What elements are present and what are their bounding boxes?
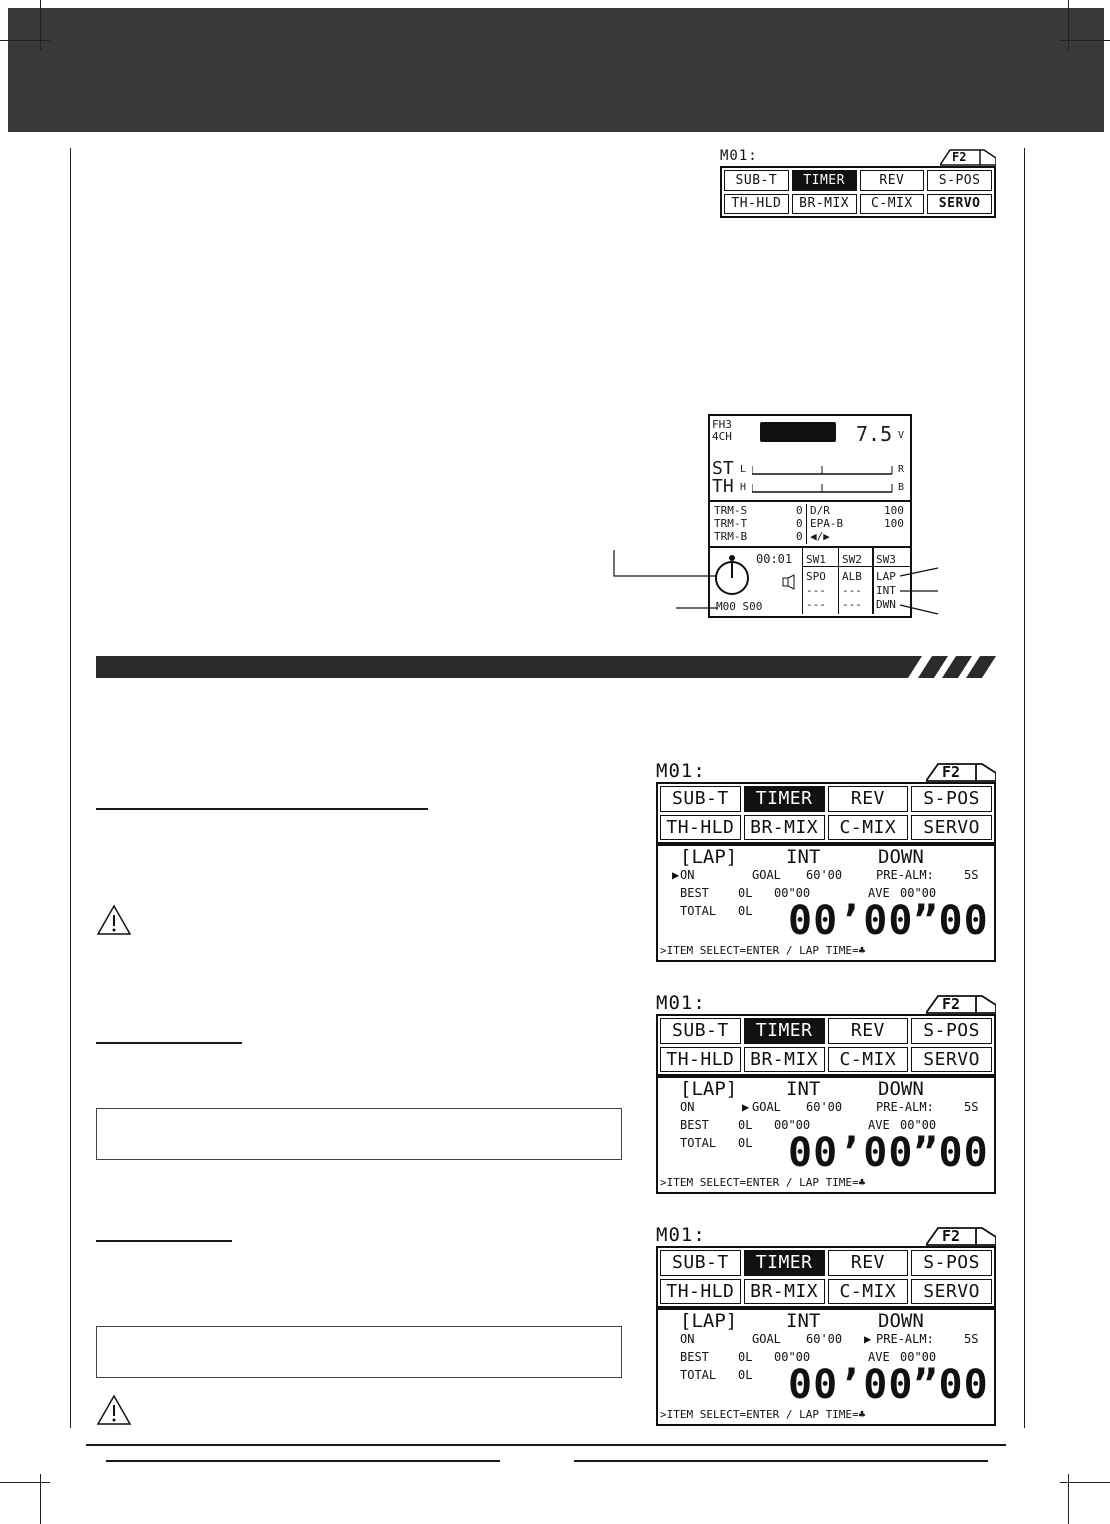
- th-label: TH: [712, 476, 734, 497]
- total-label: TOTAL: [680, 1136, 717, 1150]
- best-time: 00"00: [774, 1118, 811, 1132]
- ave-time: 00"00: [900, 886, 937, 900]
- menu-timer[interactable]: TIMER: [744, 1018, 825, 1044]
- on-value[interactable]: ON: [680, 1100, 695, 1114]
- menu-rev[interactable]: REV: [860, 170, 925, 191]
- ave-time: 00"00: [900, 1118, 937, 1132]
- menu-timer[interactable]: TIMER: [744, 1250, 825, 1276]
- sw3-r3: DWN: [876, 598, 896, 611]
- timer-panel: [656, 1308, 996, 1426]
- trim-s-value: 0: [796, 504, 803, 517]
- trim-t-label: TRM-T: [714, 517, 748, 530]
- heading-underline: [96, 808, 428, 810]
- pre-alarm-value[interactable]: 5S: [964, 1100, 979, 1114]
- sw2-r2: ---: [842, 584, 862, 597]
- crop-mark: [1060, 40, 1110, 41]
- menu-th-hld[interactable]: TH-HLD: [660, 1047, 741, 1073]
- voltage-value: 7.5: [856, 422, 893, 446]
- f2-tab-label: F2: [942, 763, 961, 781]
- arrows-label: ◀/▶: [810, 530, 830, 543]
- epa-value: 100: [884, 517, 904, 530]
- menu-br-mix[interactable]: BR-MIX: [792, 194, 857, 215]
- total-laps: 0L: [738, 1368, 753, 1382]
- timer-panel: [656, 844, 996, 962]
- menu-th-hld[interactable]: TH-HLD: [724, 194, 789, 215]
- lap-tab[interactable]: [LAP]: [680, 1078, 738, 1100]
- int-tab[interactable]: INT: [786, 1078, 821, 1100]
- menu-s-pos[interactable]: S-POS: [911, 786, 992, 812]
- divider: [710, 546, 910, 548]
- timer-screen-2: [656, 992, 996, 1198]
- pre-alarm-label: PRE-ALM:: [876, 1332, 934, 1346]
- timer-panel: [656, 1076, 996, 1194]
- st-l: L: [740, 464, 747, 475]
- menu-rev[interactable]: REV: [828, 1250, 909, 1276]
- sw2-r1: ALB: [842, 570, 862, 583]
- on-value[interactable]: ON: [680, 868, 695, 882]
- dr-label: D/R: [810, 504, 830, 517]
- footer-rule: [86, 1444, 1006, 1446]
- down-tab[interactable]: DOWN: [878, 846, 924, 868]
- sw2-r3: ---: [842, 598, 862, 611]
- goal-value[interactable]: 60'00: [806, 1100, 843, 1114]
- sw3-r1: LAP: [876, 570, 896, 583]
- f2-tab-label: F2: [942, 1227, 961, 1245]
- menu-c-mix[interactable]: C-MIX: [828, 815, 909, 841]
- best-laps: 0L: [738, 1118, 753, 1132]
- menu-s-pos[interactable]: S-POS: [911, 1018, 992, 1044]
- menu-br-mix[interactable]: BR-MIX: [744, 815, 825, 841]
- menu-grid: [720, 166, 996, 218]
- pre-alarm-label: PRE-ALM:: [876, 1100, 934, 1114]
- int-tab[interactable]: INT: [786, 1310, 821, 1332]
- pre-alarm-value[interactable]: 5S: [964, 1332, 979, 1346]
- menu-grid: [656, 782, 996, 844]
- menu-timer[interactable]: TIMER: [792, 170, 857, 191]
- heading-underline: [96, 1042, 242, 1044]
- menu-th-hld[interactable]: TH-HLD: [660, 815, 741, 841]
- down-tab[interactable]: DOWN: [878, 1078, 924, 1100]
- ave-time: 00"00: [900, 1350, 937, 1364]
- sw1-r1: SPO: [806, 570, 826, 583]
- total-laps: 0L: [738, 904, 753, 918]
- crop-mark: [1060, 1482, 1110, 1483]
- sw1-header: SW1: [806, 553, 826, 566]
- f2-tab-label: F2: [942, 995, 961, 1013]
- total-laps: 0L: [738, 1136, 753, 1150]
- mode-bottom: 4CH: [712, 430, 732, 443]
- voltage-unit: V: [898, 430, 905, 441]
- ave-label: AVE: [868, 1118, 890, 1132]
- footer-hint: >ITEM SELECT=ENTER / LAP TIME=♣: [660, 1176, 866, 1189]
- callout-lines: [600, 550, 950, 620]
- model-label: M01:: [720, 148, 758, 164]
- st-label: ST: [712, 458, 734, 479]
- menu-c-mix[interactable]: C-MIX: [860, 194, 925, 215]
- trim-bars: [752, 462, 894, 498]
- menu-servo[interactable]: SERVO: [911, 815, 992, 841]
- menu-c-mix[interactable]: C-MIX: [828, 1279, 909, 1305]
- st-r: R: [898, 464, 905, 475]
- best-label: BEST: [680, 886, 709, 900]
- menu-grid: [656, 1246, 996, 1308]
- sw1-r3: ---: [806, 598, 826, 611]
- menu-rev[interactable]: REV: [828, 786, 909, 812]
- f2-tab-icon: [926, 994, 996, 1014]
- goal-value[interactable]: 60'00: [806, 868, 843, 882]
- left-margin-rule: [70, 148, 71, 1428]
- model-label: M01:: [656, 992, 706, 1014]
- menu-screen-small: [720, 148, 996, 216]
- menu-s-pos[interactable]: S-POS: [911, 1250, 992, 1276]
- header-band: [8, 8, 1104, 132]
- f2-tab-icon: [926, 1226, 996, 1246]
- menu-br-mix[interactable]: BR-MIX: [744, 1279, 825, 1305]
- battery-icon: [760, 422, 836, 442]
- sw3-header: SW3: [876, 553, 896, 566]
- ave-label: AVE: [868, 886, 890, 900]
- menu-c-mix[interactable]: C-MIX: [828, 1047, 909, 1073]
- best-label: BEST: [680, 1350, 709, 1364]
- footer-hint: >ITEM SELECT=ENTER / LAP TIME=♣: [660, 1408, 866, 1421]
- best-time: 00"00: [774, 1350, 811, 1364]
- section-bar: [96, 656, 996, 678]
- cursor-arrow-icon: ▶: [672, 868, 680, 882]
- int-tab[interactable]: INT: [786, 846, 821, 868]
- f2-tab-icon: [940, 148, 996, 166]
- ave-label: AVE: [868, 1350, 890, 1364]
- note-box: [96, 1326, 622, 1378]
- footer-hint: >ITEM SELECT=ENTER / LAP TIME=♣: [660, 944, 866, 957]
- menu-br-mix[interactable]: BR-MIX: [744, 1047, 825, 1073]
- right-margin-rule: [1024, 148, 1025, 1428]
- model-label: M01:: [656, 1224, 706, 1246]
- trim-t-value: 0: [796, 517, 803, 530]
- warning-triangle-icon: [96, 1394, 132, 1426]
- pre-alarm-label: PRE-ALM:: [876, 868, 934, 882]
- menu-s-pos[interactable]: S-POS: [927, 170, 992, 191]
- menu-servo[interactable]: SERVO: [911, 1047, 992, 1073]
- crop-mark: [0, 40, 50, 41]
- best-laps: 0L: [738, 1350, 753, 1364]
- sw1-r2: ---: [806, 584, 826, 597]
- sw2-header: SW2: [842, 553, 862, 566]
- menu-sub-t[interactable]: SUB-T: [660, 1018, 741, 1044]
- trim-b-value: 0: [796, 530, 803, 543]
- divider: [806, 504, 807, 544]
- sw3-r2: INT: [876, 584, 896, 597]
- total-label: TOTAL: [680, 904, 717, 918]
- lap-tab[interactable]: [LAP]: [680, 1310, 738, 1332]
- footer-rule-right: [574, 1460, 988, 1462]
- goal-label: GOAL: [752, 1100, 781, 1114]
- menu-sub-t[interactable]: SUB-T: [724, 170, 789, 191]
- menu-grid: [656, 1014, 996, 1076]
- menu-rev[interactable]: REV: [828, 1018, 909, 1044]
- th-b: B: [898, 482, 905, 493]
- big-time: 00’00”00: [788, 898, 989, 944]
- menu-servo[interactable]: SERVO: [927, 194, 992, 215]
- epa-label: EPA-B: [810, 517, 844, 530]
- big-time: 00’00”00: [788, 1130, 989, 1176]
- home-timer: 00:01: [756, 552, 793, 566]
- on-value[interactable]: ON: [680, 1332, 695, 1346]
- pre-alarm-value[interactable]: 5S: [964, 868, 979, 882]
- heading-underline: [96, 1240, 232, 1242]
- menu-th-hld[interactable]: TH-HLD: [660, 1279, 741, 1305]
- cursor-arrow-icon: ▶: [864, 1332, 872, 1346]
- warning-triangle-icon: [96, 904, 132, 936]
- menu-sub-t[interactable]: SUB-T: [660, 1250, 741, 1276]
- menu-sub-t[interactable]: SUB-T: [660, 786, 741, 812]
- note-box: [96, 1108, 622, 1160]
- timer-screen-3: [656, 1224, 996, 1430]
- big-time: 00’00”00: [788, 1362, 989, 1408]
- mode-top: FH3: [712, 418, 732, 431]
- goal-label: GOAL: [752, 868, 781, 882]
- crop-mark: [0, 1482, 50, 1483]
- trim-s-label: TRM-S: [714, 504, 748, 517]
- divider: [710, 500, 910, 502]
- lap-tab[interactable]: [LAP]: [680, 846, 738, 868]
- model-label: M01:: [656, 760, 706, 782]
- dr-value: 100: [884, 504, 904, 517]
- goal-label: GOAL: [752, 1332, 781, 1346]
- crop-mark: [1068, 0, 1069, 50]
- trim-b-label: TRM-B: [714, 530, 748, 543]
- crop-mark: [40, 0, 41, 50]
- timer-screen-1: [656, 760, 996, 966]
- th-h: H: [740, 482, 747, 493]
- menu-timer[interactable]: TIMER: [744, 786, 825, 812]
- down-tab[interactable]: DOWN: [878, 1310, 924, 1332]
- home-bottom: M00 S00: [716, 600, 763, 613]
- menu-servo[interactable]: SERVO: [911, 1279, 992, 1305]
- best-laps: 0L: [738, 886, 753, 900]
- goal-value[interactable]: 60'00: [806, 1332, 843, 1346]
- f2-tab-label: F2: [952, 150, 967, 164]
- cursor-arrow-icon: ▶: [742, 1100, 750, 1114]
- f2-tab-icon: [926, 762, 996, 782]
- footer-rule-left: [106, 1460, 500, 1462]
- best-label: BEST: [680, 1118, 709, 1132]
- total-label: TOTAL: [680, 1368, 717, 1382]
- best-time: 00"00: [774, 886, 811, 900]
